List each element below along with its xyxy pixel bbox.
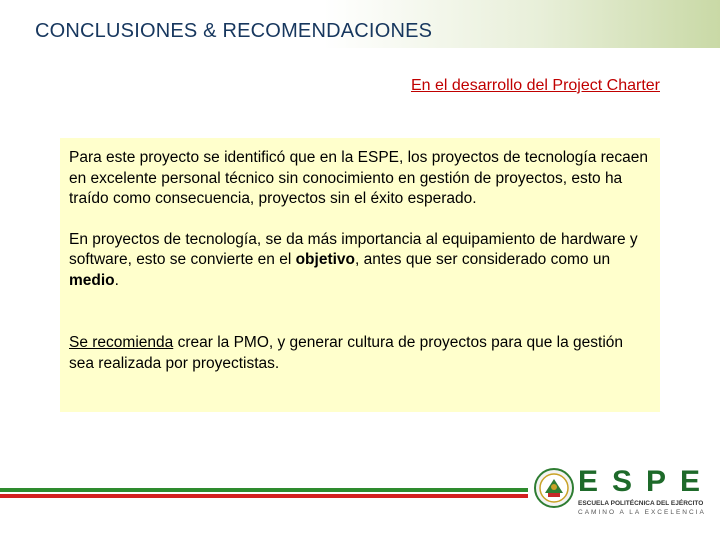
bold-medio: medio	[69, 271, 115, 289]
footer-stripe-red	[0, 494, 528, 498]
paragraph-technology-text1: En proyectos de tecnología, se da más importancia al equipamiento de hardware y software, esto se convierte en el	[69, 230, 638, 268]
slide-title: CONCLUSIONES & RECOMENDACIONES	[35, 20, 433, 42]
paragraph-identification: Para este proyecto se identificó que en la ESPE, los proyectos de tecnología recaen en excelente personal técnico sin conocimiento en gestión de proyectos, esto ha traído como consecuencia, proyectos sin el éxito esperado.	[69, 149, 649, 207]
content-box	[60, 138, 660, 412]
slide-subtitle: En el desarrollo del Project Charter	[410, 77, 660, 94]
paragraph-technology-text2: , antes que ser considerado como un	[355, 251, 611, 268]
paragraph-recommendation	[69, 333, 650, 374]
seal-icon	[534, 468, 574, 508]
recommendation-text: crear la PMO, y generar cultura de proyectos para que la gestión sea realizada por proyectistas.	[69, 334, 624, 372]
logo-institution: ESCUELA POLITÉCNICA DEL EJÉRCITO	[578, 500, 704, 507]
bold-objetivo: objetivo	[295, 251, 356, 268]
espe-logo	[532, 466, 716, 524]
paragraph-technology	[69, 230, 650, 292]
logo-word: ESPE	[578, 465, 715, 498]
recommendation-lead: Se recomienda	[69, 334, 174, 351]
logo-motto: CAMINO A LA EXCELENCIA	[578, 509, 706, 516]
paragraph-technology-text3: .	[114, 271, 119, 289]
